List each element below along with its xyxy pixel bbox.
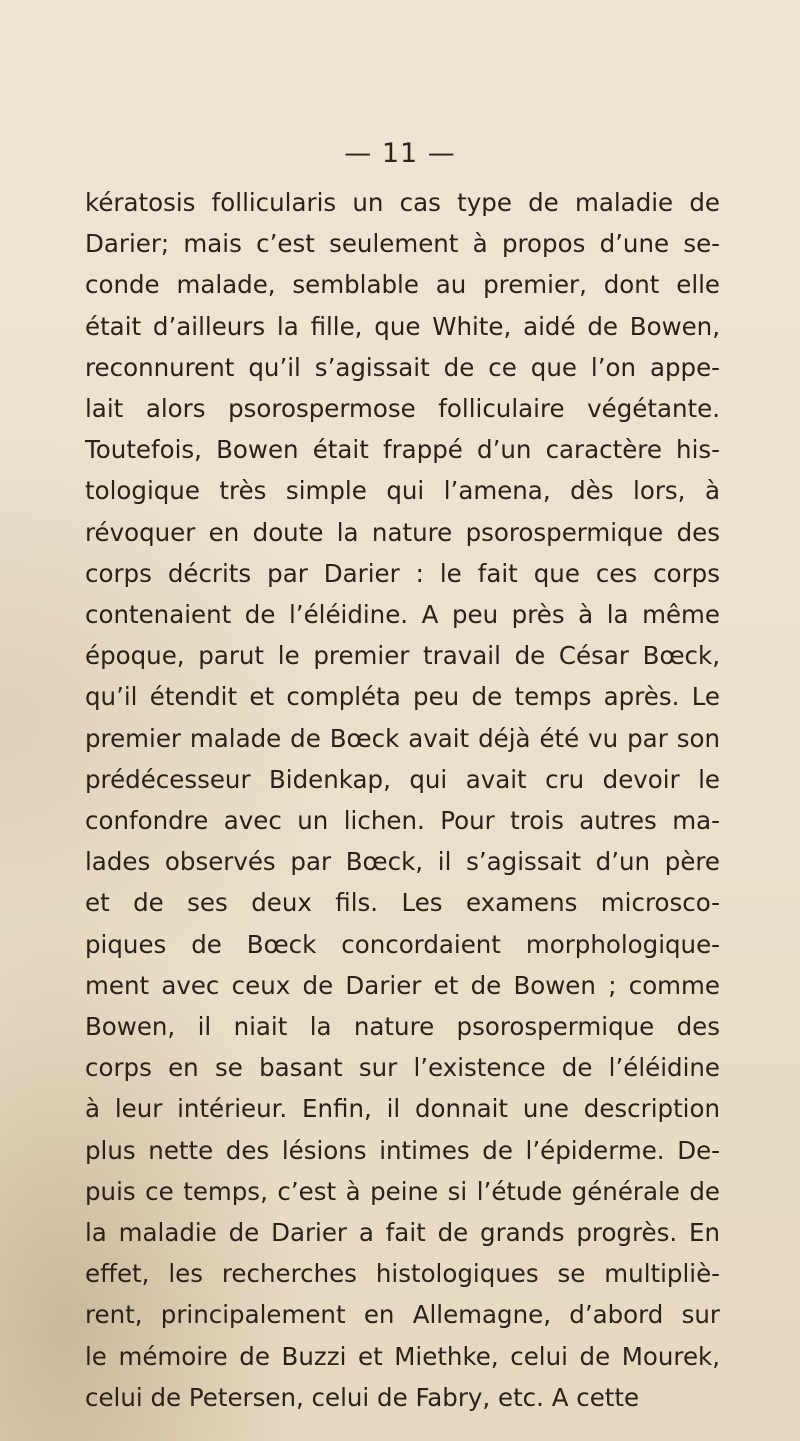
text-line: plus nette des lésions intimes de l’épiderme. De-: [85, 1135, 720, 1165]
page-number: — 11 —: [344, 138, 456, 169]
text-line: kératosis follicularis un cas type de maladie de: [85, 188, 720, 217]
body-text: [85, 182, 720, 1418]
text-line: la maladie de Darier a fait de grands progrès. En: [85, 1218, 720, 1248]
text-line: révoquer en doute la nature psorospermique des: [85, 517, 720, 547]
text-line: confondre avec un lichen. Pour trois autres ma-: [85, 806, 720, 836]
text-line: le mémoire de Buzzi et Miethke, celui de Mourek,: [85, 1341, 720, 1371]
text-line: époque, parut le premier travail de César Bœck,: [85, 641, 720, 671]
text-line: Darier; mais c’est seulement à propos d’une se-: [85, 229, 720, 259]
text-line: était d’ailleurs la fille, que White, aidé de Bowen,: [85, 311, 720, 341]
text-line: effet, les recherches histologiques se multipliè-: [85, 1259, 720, 1289]
text-line: piques de Bœck concordaient morphologique-: [85, 929, 720, 959]
text-line: Bowen, il niait la nature psorospermique des: [85, 1012, 720, 1042]
text-line: corps en se basant sur l’existence de l’éléidine: [85, 1053, 720, 1083]
text-line: puis ce temps, c’est à peine si l’étude générale de: [85, 1176, 720, 1206]
text-line: contenaient de l’éléidine. A peu près à la même: [85, 600, 720, 630]
text-line: rent, principalement en Allemagne, d’abord sur: [85, 1300, 720, 1330]
text-line: celui de Petersen, celui de Fabry, etc. A cette: [85, 1382, 640, 1412]
text-line: lades observés par Bœck, il s’agissait d’un père: [85, 847, 720, 877]
text-line: ment avec ceux de Darier et de Bowen ; comme: [85, 970, 720, 1000]
text-line: et de ses deux fils. Les examens microsco-: [85, 888, 720, 918]
text-line: lait alors psorospermose folliculaire végétante.: [85, 394, 720, 424]
text-line: tologique très simple qui l’amena, dès lors, à: [85, 476, 720, 506]
text-line: premier malade de Bœck avait déjà été vu par son: [85, 723, 720, 753]
text-line: Toutefois, Bowen était frappé d’un caractère his-: [85, 435, 720, 465]
text-line: conde malade, semblable au premier, dont elle: [85, 270, 720, 300]
text-line: qu’il étendit et compléta peu de temps après. Le: [85, 682, 720, 712]
text-line: reconnurent qu’il s’agissait de ce que l’on appe-: [85, 352, 720, 382]
text-line: corps décrits par Darier : le fait que ces corps: [85, 558, 720, 588]
text-line: à leur intérieur. Enfin, il donnait une description: [85, 1094, 720, 1124]
text-line: prédécesseur Bidenkap, qui avait cru devoir le: [85, 764, 720, 794]
